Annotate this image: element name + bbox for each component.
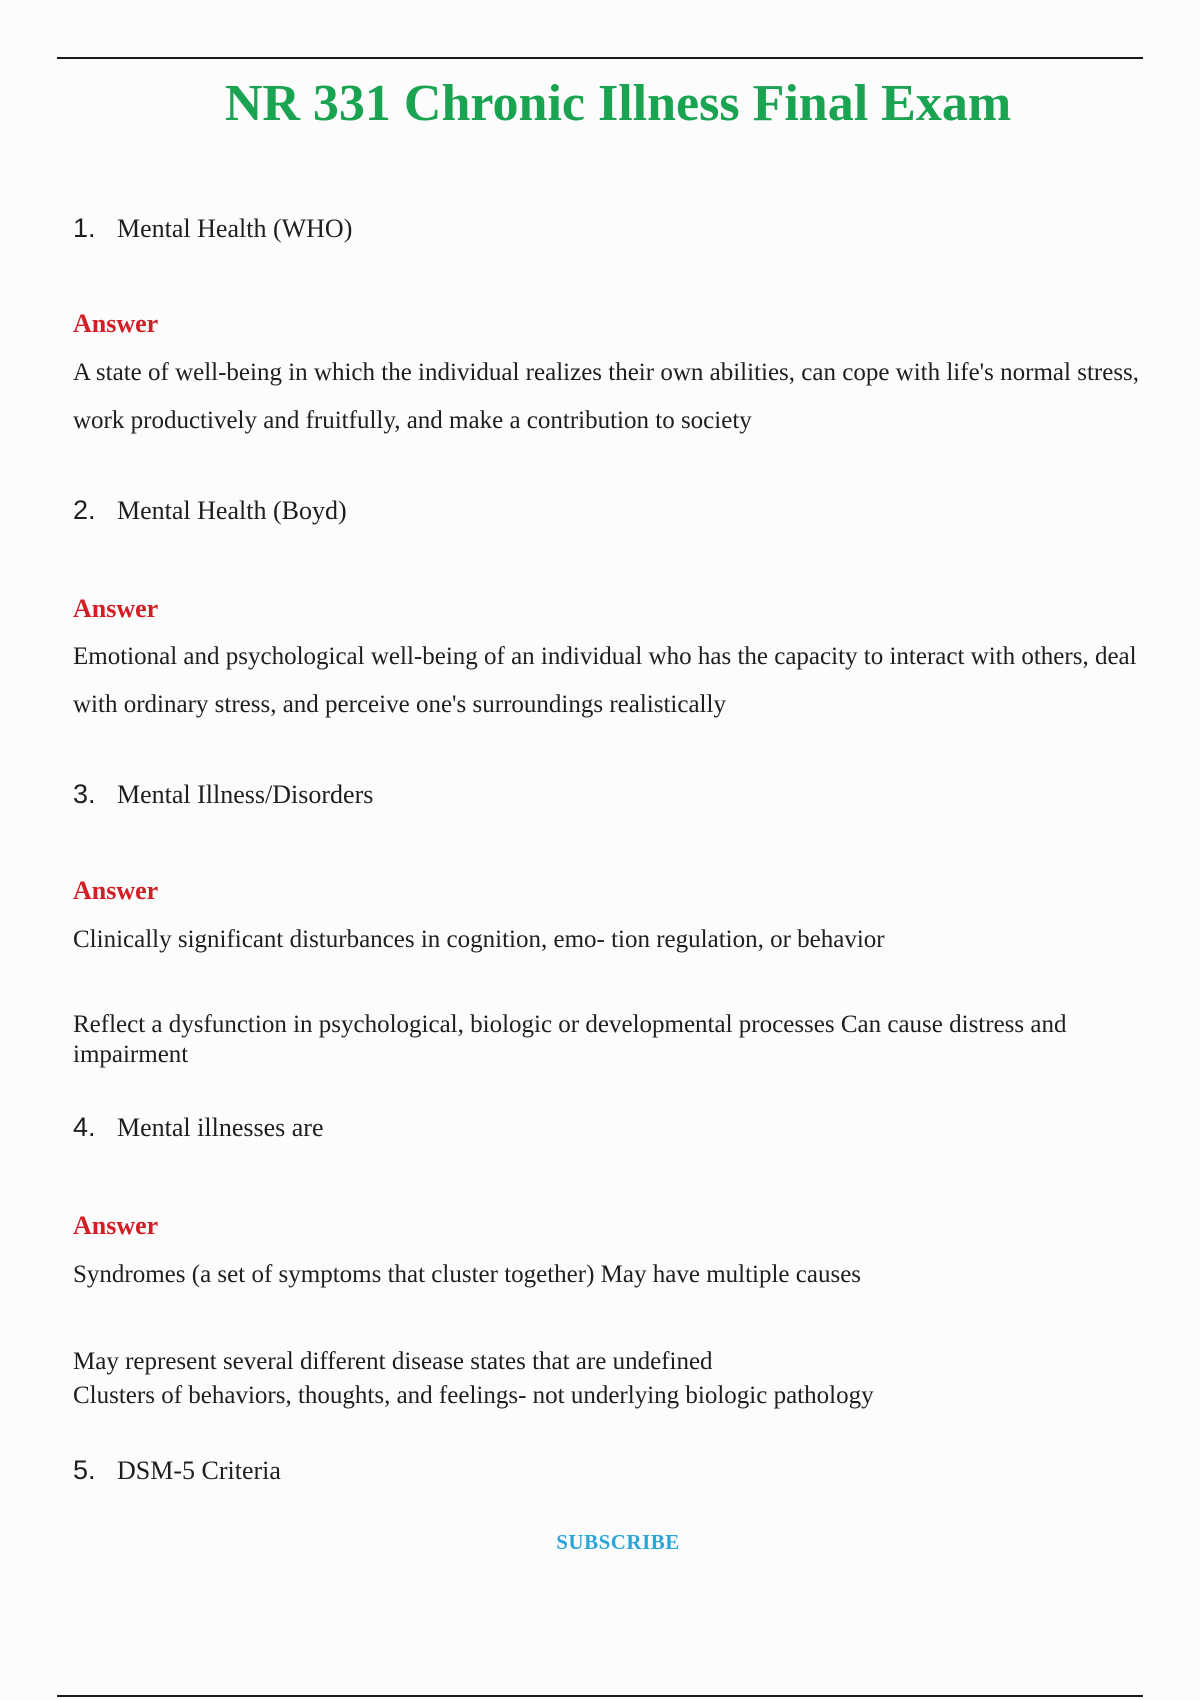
answer-label: Answer [73, 594, 159, 623]
document-title: NR 331 Chronic Illness Final Exam [224, 75, 1012, 132]
question-number: 4. [73, 1112, 96, 1142]
answer-text: Clinically significant disturbances in cognition, emo- tion regulation, or behavior [73, 926, 885, 953]
answer-text: Emotional and psychological well-being of an individual who has the capacity to interact with others, deal with ordinary stress, and perceive one's surroundings realistically [73, 643, 1137, 718]
answer-label: Answer [73, 309, 159, 338]
question-3 [73, 778, 373, 811]
question-text: Mental Health (WHO) [117, 214, 353, 243]
question-number: 1. [73, 213, 96, 243]
bottom-rule [57, 1695, 1143, 1697]
top-rule [57, 57, 1143, 59]
question-number: 5. [73, 1455, 96, 1485]
question-5 [73, 1454, 281, 1487]
answer-text: Syndromes (a set of symptoms that cluster together) May have multiple causes [73, 1261, 862, 1288]
answer-note: Reflect a dysfunction in psychological, biologic or developmental processes Can cause distress and impairment [73, 1011, 1067, 1068]
question-text: DSM-5 Criteria [117, 1456, 281, 1485]
answer-label: Answer [73, 876, 159, 905]
question-text: Mental Health (Boyd) [117, 496, 347, 525]
question-text: Mental illnesses are [117, 1113, 324, 1142]
question-4 [73, 1111, 324, 1144]
question-text: Mental Illness/Disorders [117, 780, 374, 809]
question-number: 2. [73, 495, 96, 525]
question-1 [73, 212, 352, 245]
question-number: 3. [73, 779, 96, 809]
subscribe-link[interactable]: SUBSCRIBE [556, 1530, 680, 1554]
answer-label: Answer [73, 1211, 159, 1240]
answer-note: May represent several different disease states that are undefined [73, 1348, 713, 1375]
answer-text: A state of well-being in which the individual realizes their own abilities, can cope with life's normal stress, work productively and fruitfully, and make a contribution to society [73, 359, 1140, 434]
question-2 [73, 494, 347, 527]
answer-note: Clusters of behaviors, thoughts, and feelings- not underlying biologic pathology [73, 1382, 874, 1409]
